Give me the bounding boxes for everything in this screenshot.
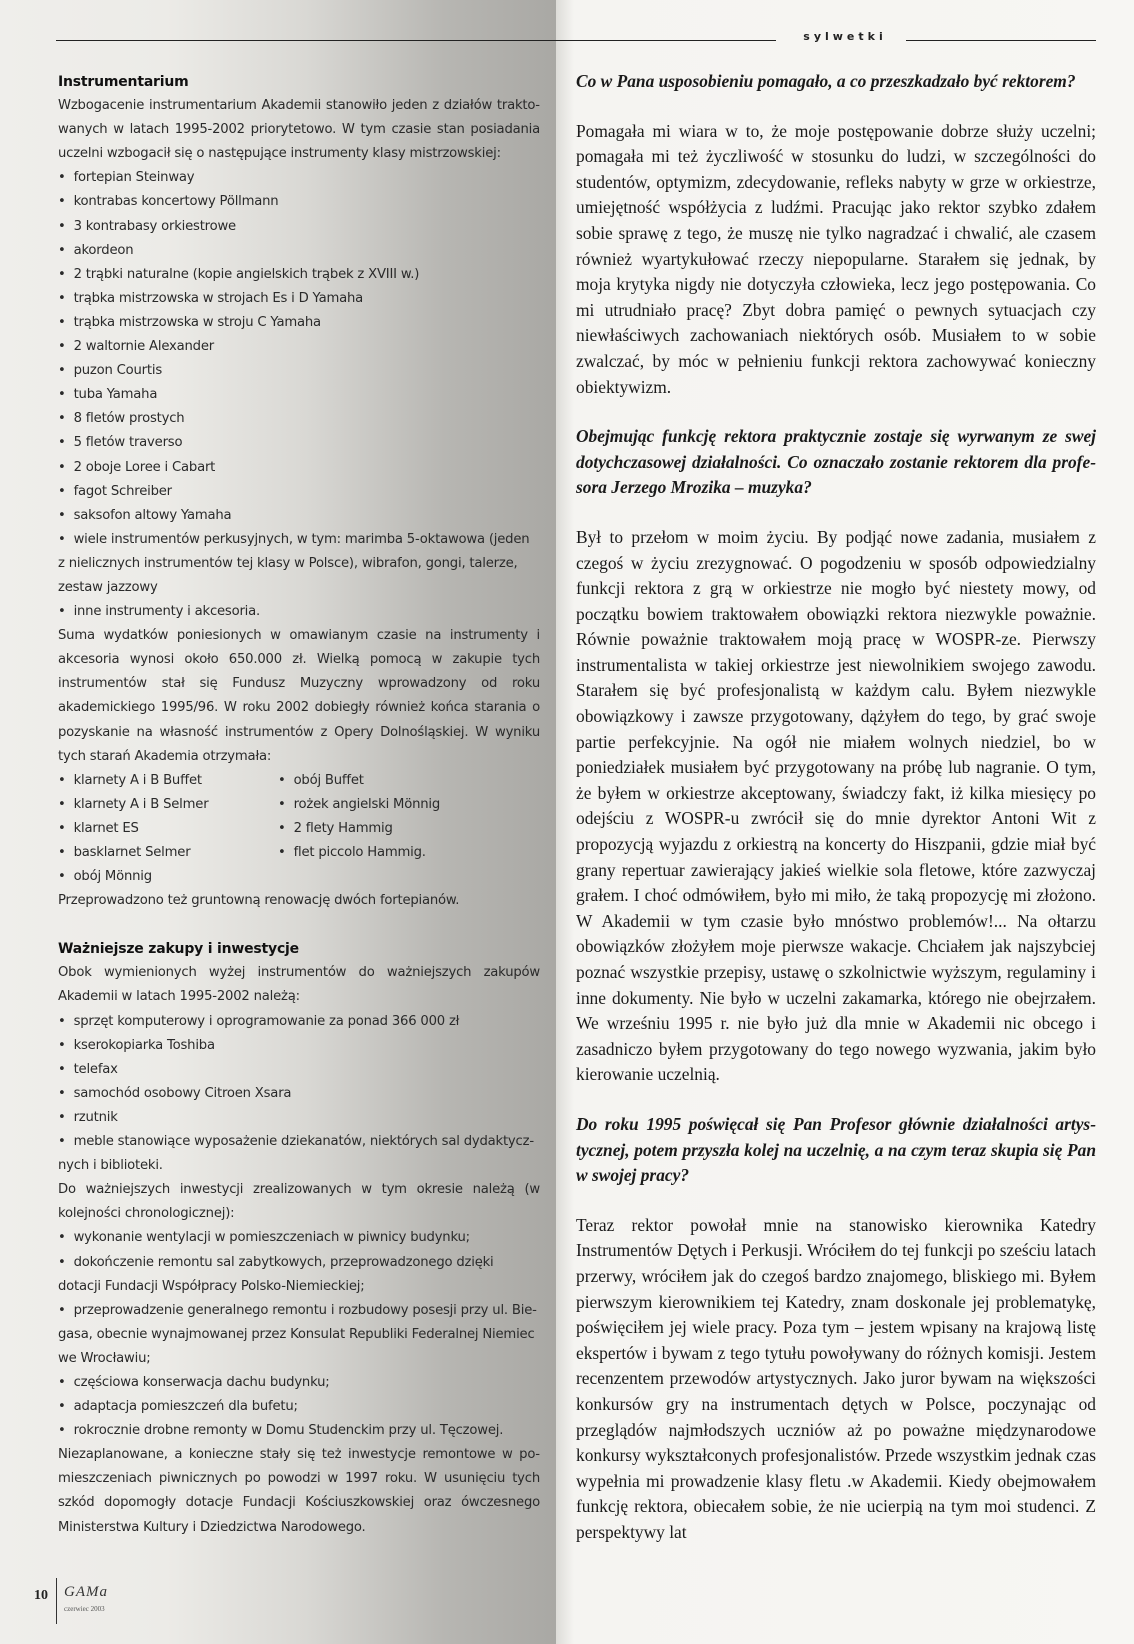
instruments-list <box>58 166 540 624</box>
list-item: • 5 fletów traverso <box>58 431 540 455</box>
list-item: • telefax <box>58 1058 540 1082</box>
list-item: • tuba Yamaha <box>58 383 540 407</box>
list-item: • basklarnet Selmer <box>58 841 278 865</box>
header-rule <box>56 40 776 41</box>
interview-answer: Był to przełom w moim życiu. By podjąć nowe zadania, musiałem z czegoś w życiu zrezygnować. O pogodzeniu w sposób odpowiedzialny funkcji rektora z grą w orkiestrze nie mogło być niestety mowy, od początku bowiem traktowałem obowiązki rektora niezwykle poważnie. Równie poważnie traktowałem moją pracę w WOSPR-ze. Pierwszy instrumentalista w takiej orkiestrze jest niewolnikiem swojego zawodu. Starałem się być profesjonalistą w każdym calu. Byłem niezwykle obowiązkowy i zawsze przygotowany, dążyłem do tego, by grać swoje partie perfekcyjnie. Na ogół nie miałem wolnych niedziel, bo w poniedziałek musiałem być przygotowany na próbę lub nagranie. O tym, że byłem w orkiestrze akceptowany, świadczy fakt, iż kilka miesięcy po odejściu z WOSPR-u zwrócił się do mnie dyrektor Antoni Wit z propozycją wyjazdu z orkiestrą na koncerty do Hiszpanii, gdzie miał być grany repertuar zawierający jakieś wielkie sola fletowe, które zazwyczaj grałem. I choć odmówiłem, było mi miło, że taką propozycję mi złożono. W Akademii w tym czasie było mnóstwo problemów!... Na ołtarzu obowiązków złożyłem moje pierwsze wakacje. Chciałem jak najszybciej poznać wszystkie przepisy, ustawę o szkolnictwie wyższym, regulaminy i inne dokumenty. Nie było w uczelni zakamarka, którego nie obejrzałem. We wrześniu 1995 r. nie było już dla mnie w Akademii nic obcego i zasadniczo byłem przygotowany do tego nowego wyzwania, jakim było kierowanie uczelnią. <box>576 526 1096 1085</box>
list-item: • klarnety A i B Buffet <box>58 769 278 793</box>
list-item: • saksofon altowy Yamaha <box>58 504 540 528</box>
list-item: • samochód osobowy Citroen Xsara <box>58 1082 540 1106</box>
list-item: • rzutnik <box>58 1106 540 1130</box>
section-label: sylwetki <box>803 30 887 43</box>
list-item: • 3 kontrabasy orkiestrowe <box>58 215 540 239</box>
interview-column <box>576 69 1096 1545</box>
list-item: • fagot Schreiber <box>58 480 540 504</box>
sidebar-column <box>58 70 540 1540</box>
purchases-list <box>58 1010 540 1179</box>
interview-answer: Pomagała mi wiara w to, że moje postępowanie dobrze służy uczelni; pomagała mi też życzliwość w stosunku do ludzi, w szczególności do studentów, optymizm, zdecydowanie, refleks nabyty w grze w orkiestrze, umiejętność współżycia z ludźmi. Pracując jako rektor szybko zdałem sobie sprawę z tego, że muszę nie tylko nagradzać i chwalić, ale czasem również wyartykułować rzeczy niepopularne. Starałem się jednak, by moja krytyka nigdy nie dotyczyła człowieka, lecz jego postępowania. Co mi utrudniało pracę? Zbyt dobra pamięć o pewnych sytuacjach czy niewłaściwych zachowaniach niektórych osób. Musiałem to w sobie zwalczać, by móc w pełnieniu funkcji rektora zachowywać konieczny obiektywizm. <box>576 120 1096 397</box>
magazine-logo: GAMa <box>64 1584 108 1600</box>
list-item: • obój Buffet <box>278 769 538 793</box>
list-item: • trąbka mistrzowska w stroju C Yamaha <box>58 311 540 335</box>
list-item: • 2 oboje Loree i Cabart <box>58 456 540 480</box>
investments-outro: Niezaplanowane, a konieczne stały się też inwestycje remontowe w pomieszczeniach piwnicznych po powodzi w 1997 roku. W usunięciu tych szkód dopomogły dotacje Fundacji Kościuszkowskiej oraz ówczesnego Ministerstwa Kultury i Dziedzictwa Narodowego. <box>58 1447 540 1535</box>
interview-question: Co w Pana usposobieniu pomagało, a co przeszkadzało być rektorem? <box>576 71 1076 91</box>
opera-list-right <box>278 769 538 889</box>
list-item: • akordeon <box>58 239 540 263</box>
issue-label: czerwiec 2003 <box>64 1605 105 1613</box>
interview-question: Do roku 1995 poświęcał się Pan Profesor głównie działalności artystycznej, potem przyszła kolej na uczelnię, a na czym teraz skupia się Pan w swojej pracy? <box>576 1113 1096 1186</box>
list-item: • inne instrumenty i akcesoria. <box>58 600 540 624</box>
list-item: • wiele instrumentów perkusyjnych, w tym: marimba 5-oktawowa (jeden z nielicznych instrumentów tej klasy w Polsce), wibrafon, gongi, talerze, zestaw jazzowy <box>58 528 540 600</box>
purchases-intro: Obok wymienionych wyżej instrumentów do ważniejszych zakupów Akademii w latach 1995-2002 należą: <box>58 965 540 1005</box>
list-item: • kontrabas koncertowy Pöllmann <box>58 190 540 214</box>
list-item: • klarnet ES <box>58 817 278 841</box>
instruments-intro: Wzbogacenie instrumentarium Akademii stanowiło jeden z działów traktowanych w latach 1995-2002 priorytetowo. W tym czasie stan posiadania uczelni wzbogacił się o następujące instrumenty klasy mistrzowskiej: <box>58 98 540 162</box>
list-item: • rożek angielski Mönnig <box>278 793 538 817</box>
interview-answer: Teraz rektor powołał mnie na stanowisko kierownika Katedry Instrumentów Dętych i Perkusji. Wróciłem do tej funkcji po sześciu latach przerwy, wróciłem jak do czegoś bardzo znajomego, bliskiego mi. Byłem pierwszym kierownikiem tej Katedry, znam doskonale jej problematykę, poświęciłem jej wiele pracy. Poza tym – jestem wpisany na krajową listę ekspertów i bywam z tego tytułu powoływany do różnych komisji. Jestem recenzentem przewodów artystycznych. Jako juror bywam na większości konkursów gry na instrumentach dętych w Polsce, poczynając od przeglądów najmłodszych uczniów aż po poważne międzynarodowe konkursy wykształconych profesjonalistów. Przede wszystkim jednak czas wypełnia mi prowadzenie klasy fletu .w Akademii. Kiedy obejmowałem funkcję rektora, obiecałem sobie, że nie ucierpią na tym moi studenci. Z perspektywy lat <box>576 1214 1096 1542</box>
list-item: • adaptacja pomieszczeń dla bufetu; <box>58 1395 540 1419</box>
list-item: • 8 fletów prostych <box>58 407 540 431</box>
list-item: • wykonanie wentylacji w pomieszczeniach w piwnicy budynku; <box>58 1226 540 1250</box>
investments-list <box>58 1226 540 1443</box>
list-item: • obój Mönnig <box>58 865 278 889</box>
list-item: • meble stanowiące wyposażenie dziekanatów, niektórych sal dydaktycznych i biblioteki. <box>58 1130 540 1178</box>
footer-divider <box>56 1578 57 1624</box>
list-item: • puzon Courtis <box>58 359 540 383</box>
list-item: • 2 waltornie Alexander <box>58 335 540 359</box>
instruments-outro: Przeprowadzono też gruntowną renowację dwóch fortepianów. <box>58 893 460 909</box>
opera-list-left <box>58 769 278 889</box>
purchases-heading: Ważniejsze zakupy i inwestycje <box>58 941 299 958</box>
list-item: • przeprowadzenie generalnego remontu i rozbudowy posesji przy ul. Biegasa, obecnie wynajmowanej przez Konsulat Republiki Federalnej Niemiec we Wrocławiu; <box>58 1299 540 1371</box>
list-item: • dokończenie remontu sal zabytkowych, przeprowadzonego dzięki dotacji Fundacji Współpracy Polsko-Niemieckiej; <box>58 1251 540 1299</box>
list-item: • trąbka mistrzowska w strojach Es i D Yamaha <box>58 287 540 311</box>
list-item: • flet piccolo Hammig. <box>278 841 538 865</box>
interview-question: Obejmując funkcję rektora praktycznie zostaje się wyrwanym ze swej dotychczasowej działalności. Co oznaczało zostanie rektorem dla profesora Jerzego Mrozika – muzyka? <box>576 426 1096 498</box>
instruments-heading: Instrumentarium <box>58 74 189 90</box>
list-item: • kserokopiarka Toshiba <box>58 1034 540 1058</box>
list-item: • częściowa konserwacja dachu budynku; <box>58 1371 540 1395</box>
list-item: • 2 flety Hammig <box>278 817 538 841</box>
list-item: • 2 trąbki naturalne (kopie angielskich trąbek z XVIII w.) <box>58 263 540 287</box>
list-item: • rokrocznie drobne remonty w Domu Studenckim przy ul. Tęczowej. <box>58 1419 540 1443</box>
page-number: 10 <box>34 1588 48 1603</box>
investments-intro: Do ważniejszych inwestycji zrealizowanych w tym okresie należą (w kolejności chronologicznej): <box>58 1182 540 1222</box>
list-item: • klarnety A i B Selmer <box>58 793 278 817</box>
header-rule-end <box>906 40 1096 41</box>
instruments-summary: Suma wydatków poniesionych w omawianym czasie na instrumenty i akcesoria wynosi około 650.000 zł. Wielką pomocą w zakupie tych instrumentów stał się Fundusz Muzyczny wprowadzony od roku akademickiego 1995/96. W roku 2002 dobiegły również końca starania o pozyskanie na własność instrumentów z Opery Dolnośląskiej. W wyniku tych starań Akademia otrzymała: <box>58 628 540 764</box>
list-item: • sprzęt komputerowy i oprogramowanie za ponad 366 000 zł <box>58 1010 540 1034</box>
opera-instruments-grid <box>58 769 540 889</box>
list-item: • fortepian Steinway <box>58 166 540 190</box>
